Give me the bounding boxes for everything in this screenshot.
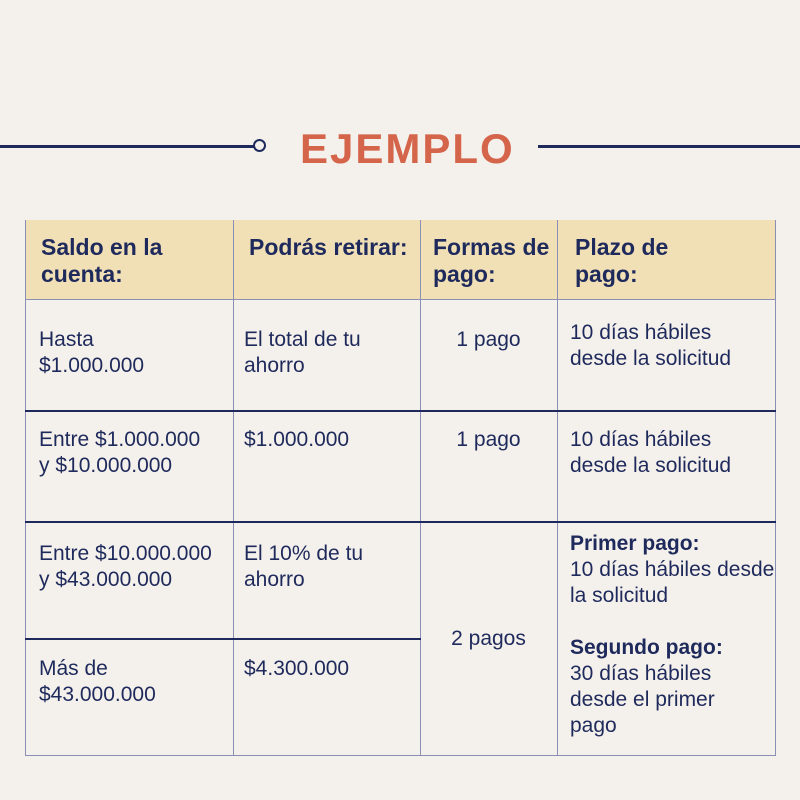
cell-saldo: Entre $1.000.000 y $10.000.000 xyxy=(39,428,201,477)
table-border-bottom xyxy=(25,755,776,756)
cell-retiro: $4.300.000 xyxy=(244,657,350,680)
cell-formas-merged: 2 pagos xyxy=(451,627,526,650)
cell-formas: 1 pago xyxy=(456,428,521,451)
cell-primer-pago-text: 10 días hábiles desde la solicitud xyxy=(570,558,775,607)
header-formas: Formas de pago: xyxy=(433,234,550,287)
title-line-left xyxy=(0,145,254,148)
cell-segundo-pago-label: Segundo pago: xyxy=(570,636,723,659)
column-divider xyxy=(420,220,421,756)
cell-plazo: 10 días hábiles desde la solicitud xyxy=(570,321,732,370)
row-divider xyxy=(25,521,776,523)
title-line-right xyxy=(538,145,800,148)
row-divider xyxy=(25,299,776,300)
column-divider xyxy=(233,220,234,756)
cell-saldo: Entre $10.000.000 y $43.000.000 xyxy=(39,542,212,591)
column-divider xyxy=(557,220,558,756)
cell-primer-pago-label: Primer pago: xyxy=(570,532,700,555)
row-divider xyxy=(25,638,421,640)
page-title: EJEMPLO xyxy=(300,125,515,172)
title-line-dot xyxy=(253,139,266,152)
cell-retiro: $1.000.000 xyxy=(244,428,350,451)
header-plazo: Plazo de pago: xyxy=(575,234,669,287)
example-table xyxy=(25,220,776,756)
table-border-right xyxy=(775,220,776,756)
header-retiro: Podrás retirar: xyxy=(249,234,408,260)
header-saldo: Saldo en la cuenta: xyxy=(41,234,163,287)
cell-retiro: El 10% de tu ahorro xyxy=(244,542,364,591)
cell-formas: 1 pago xyxy=(456,328,521,351)
cell-segundo-pago-text: 30 días hábiles desde el primer pago xyxy=(570,662,715,737)
table-border-left xyxy=(25,220,26,756)
cell-saldo: Más de $43.000.000 xyxy=(39,657,156,706)
row-divider xyxy=(25,410,776,412)
cell-retiro: El total de tu ahorro xyxy=(244,328,361,377)
cell-saldo: Hasta $1.000.000 xyxy=(39,328,145,377)
cell-plazo: 10 días hábiles desde la solicitud xyxy=(570,428,732,477)
